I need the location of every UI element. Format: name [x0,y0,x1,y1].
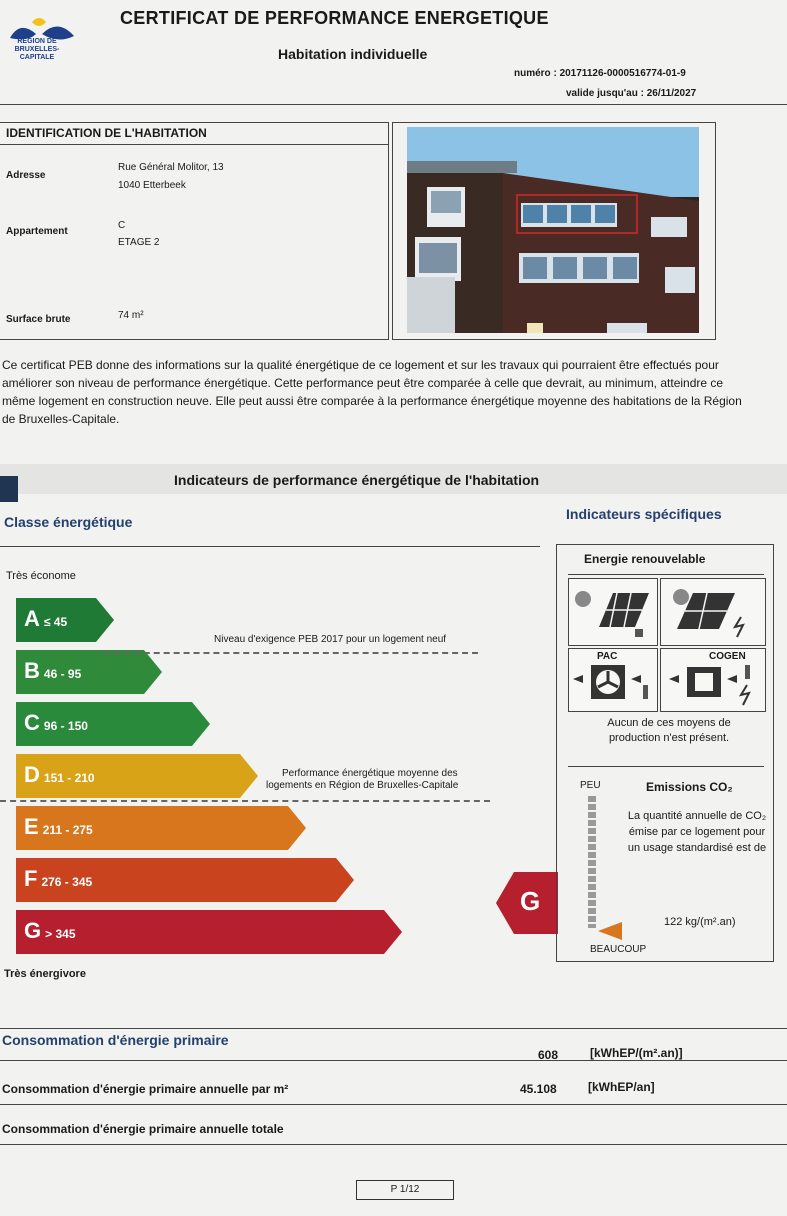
surface-value: 74 m² [118,310,144,321]
emissions-title: Emissions CO₂ [646,780,733,794]
divider [0,1060,787,1061]
emissions-description: La quantité annuelle de CO₂ émise par ce logement pour un usage standardisé est de [627,810,767,854]
floor-value: ETAGE 2 [118,237,160,248]
specific-title: Indicateurs spécifiques [566,506,722,522]
energy-class-label [24,710,88,736]
renewable-title: Energie renouvelable [584,552,706,566]
average-note-1: Performance énergétique moyenne des [282,768,458,779]
scale-top-label: PEU [580,780,601,791]
indicators-title: Indicateurs de performance énergétique de l'habitation [174,472,540,488]
requirement-note: Niveau d'exigence PEB 2017 pour un logement neuf [214,634,447,645]
class-letter: A [24,606,40,631]
class-letter: C [24,710,40,735]
energy-class-b [16,650,162,684]
class-range: 276 - 345 [41,875,93,889]
pac-cell [568,648,658,712]
solar-thermal-cell [568,578,658,646]
class-range: 151 - 210 [43,771,95,785]
photo-frame [392,122,716,340]
class-range: 211 - 275 [42,823,93,837]
energy-class-label [24,762,95,788]
energy-class-label [24,606,67,632]
address-line1: Rue Général Molitor, 13 [118,162,224,173]
energy-class-d [16,754,258,788]
building-photo [407,127,699,333]
requirement-line [104,652,478,654]
pac-label: PAC [597,651,618,662]
emissions-scale [588,796,596,928]
scale-bottom-label: BEAUCOUP [590,944,647,955]
divider [0,144,388,145]
validity-date: valide jusqu'au : 26/11/2027 [566,88,697,99]
energy-class-label [24,918,76,944]
consumption-title: Consommation d'énergie primaire [2,1032,229,1048]
solar-pv-cell [660,578,766,646]
class-letter: D [24,762,40,787]
class-title: Classe énergétique [4,514,133,530]
divider [0,1104,787,1105]
consumption-total-label: Consommation d'énergie primaire annuelle totale [2,1122,284,1136]
divider [0,1144,787,1145]
address-label: Adresse [6,170,46,181]
page-number: P 1/12 [356,1180,454,1200]
average-line [0,800,490,802]
current-class-letter: G [520,886,541,916]
consumption-per-m2-label: Consommation d'énergie primaire annuelle par m² [2,1082,289,1096]
surface-label: Surface brute [6,314,71,325]
energy-class-label [24,814,93,840]
consumption-total-value: 45.108 [520,1082,557,1096]
class-range: ≤ 45 [43,615,68,629]
energy-class-a [16,598,114,632]
energy-class-label [24,866,92,892]
divider [0,104,787,105]
cogen-cell [660,648,766,712]
energy-class-e [16,806,306,840]
divider [568,574,764,575]
apartment-label: Appartement [6,226,68,237]
certificate-subtitle: Habitation individuelle [278,46,428,62]
certificate-title: CERTIFICAT DE PERFORMANCE ENERGETIQUE [120,8,549,28]
solar-pv-icon [661,579,765,645]
energy-class-c [16,702,210,736]
region-label: RÉGION DE BRUXELLES-CAPITALE [14,38,60,61]
class-range: 46 - 95 [43,667,82,681]
certificate-number: numéro : 20171126-0000516774-01-9 [514,68,686,79]
identification-title: IDENTIFICATION DE L'HABITATION [6,126,207,140]
divider [568,766,764,767]
cogen-label: COGEN [709,651,746,662]
intro-text: Ce certificat PEB donne des informations sur la qualité énergétique de ce logement et sur les travaux qui pourraient être effectués pour améliorer son niveau de performance énergétique. Cette performance peut être comparée à celle que devrait, au minimum, atteindre ce même logement en construction neuve. Elle peut aussi être comparée à la performance énergétique moyenne des habitations de la Région de Bruxelles-Capitale. [2,358,742,426]
divider [0,1028,787,1029]
energy-class-label [24,658,81,684]
emissions-value: 122 kg/(m².an) [664,916,736,928]
average-note-2: logements en Région de Bruxelles-Capitale [266,780,459,791]
renewable-note: Aucun de ces moyens de production n'est présent. [607,717,731,744]
class-range: > 345 [45,927,76,941]
class-range: 96 - 150 [43,719,88,733]
consumption-per-m2-value: 608 [538,1048,559,1062]
consumption-total-unit: [kWhEP/an] [588,1080,655,1094]
top-label: Très économe [6,570,76,582]
class-letter: B [24,658,40,683]
class-letter: G [24,918,42,943]
consumption-per-m2-unit: [kWhEP/(m².an)] [590,1046,683,1060]
class-letter: E [24,814,39,839]
band-marker [0,476,18,502]
bottom-label: Très énergivore [4,968,86,980]
address-line2: 1040 Etterbeek [118,180,186,191]
energy-class-g [16,910,402,944]
apartment-value: C [118,220,126,231]
emissions-pointer [598,922,624,940]
solar-thermal-icon [569,579,657,645]
energy-class-f [16,858,354,892]
class-letter: F [24,866,38,891]
